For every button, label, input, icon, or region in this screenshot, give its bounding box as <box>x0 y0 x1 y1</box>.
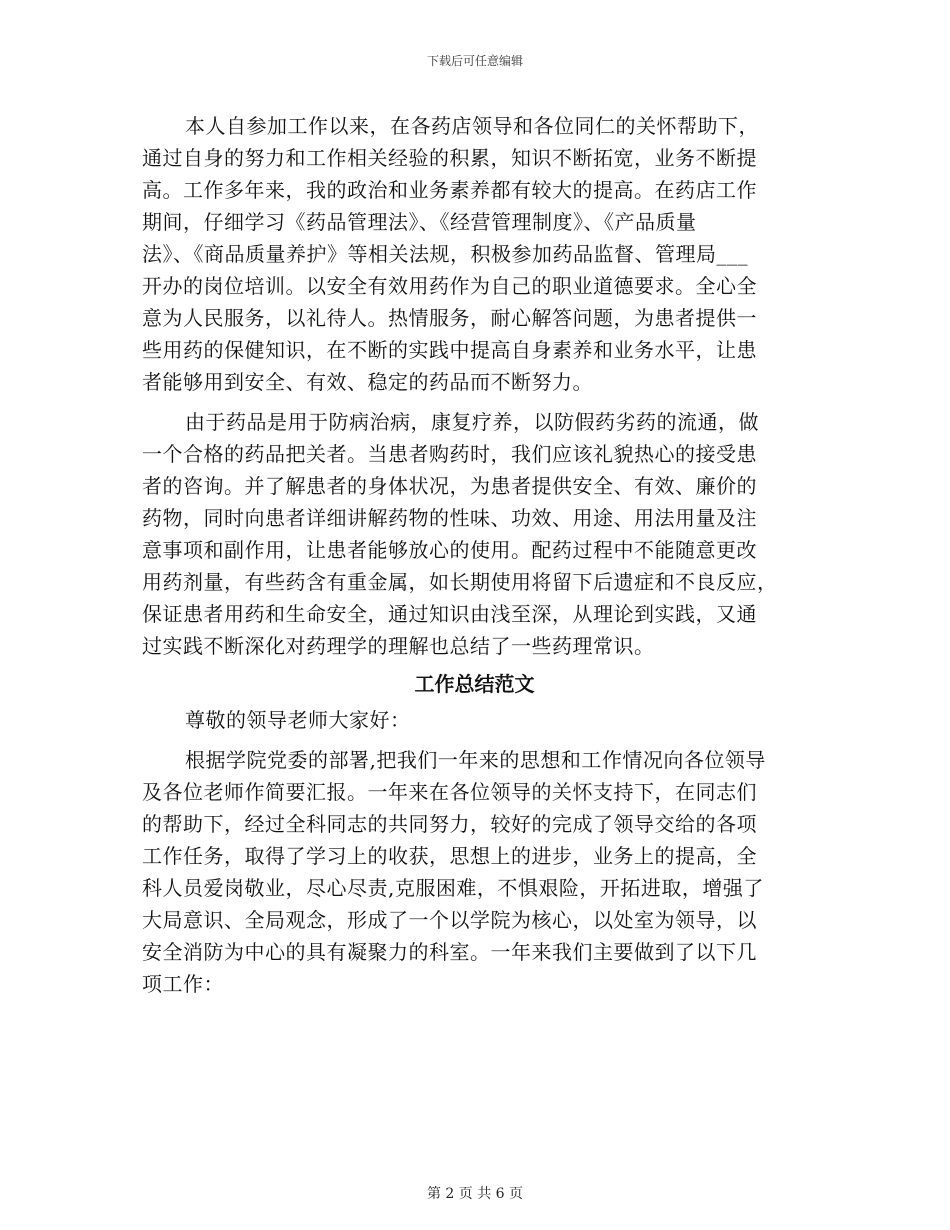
text-line: 开办的岗位培训。以安全有效用药作为自己的职业道德要求。全心全 <box>142 274 757 298</box>
text-line: 一个合格的药品把关者。当患者购药时，我们应该礼貌热心的接受患 <box>142 442 757 466</box>
text-line: 过实践不断深化对药理学的理解也总结了一些药理常识。 <box>142 634 655 658</box>
paragraph-2 <box>142 406 807 662</box>
text-line: 根据学院党委的部署,把我们一年来的思想和工作情况向各位领导 <box>185 748 766 772</box>
paragraph-1 <box>142 110 807 398</box>
text-line: 保证患者用药和生命安全，通过知识由浅至深，从理论到实践，又通 <box>142 602 757 626</box>
text-line: 者能够用到安全、有效、稳定的药品而不断努力。 <box>142 370 593 394</box>
text-line: 些用药的保健知识，在不断的实践中提高自身素养和业务水平，让患 <box>142 338 757 362</box>
page-header: 下载后可任意编辑 <box>426 54 523 68</box>
text-line: 由于药品是用于防病治病，康复疗养，以防假药劣药的流通，做 <box>185 410 759 434</box>
text-line: 法》、《商品质量养护》等相关法规，积极参加药品监督、管理局___ <box>142 242 748 266</box>
text-line: 高。工作多年来，我的政治和业务素养都有较大的提高。在药店工作 <box>142 178 757 202</box>
text-line: 药物，同时向患者详细讲解药物的性味、功效、用途、用法用量及注 <box>142 506 757 530</box>
page-footer: 第 2 页 共 6 页 <box>426 1186 524 1202</box>
text-line: 工作任务，取得了学习上的收获，思想上的进步，业务上的提高，全 <box>142 844 757 868</box>
text-line: 安全消防为中心的具有凝聚力的科室。一年来我们主要做到了以下几 <box>142 940 757 964</box>
text-line: 用药剂量，有些药含有重金属，如长期使用将留下后遗症和不良反应， <box>142 570 778 594</box>
text-line: 及各位老师作简要汇报。一年来在各位领导的关怀支持下，在同志们 <box>142 780 757 804</box>
text-line: 的帮助下，经过全科同志的共同努力，较好的完成了领导交给的各项 <box>142 812 757 836</box>
text-line: 者的咨询。并了解患者的身体状况，为患者提供安全、有效、廉价的 <box>142 474 757 498</box>
text-line: 通过自身的努力和工作相关经验的积累，知识不断拓宽，业务不断提 <box>142 146 757 170</box>
text-line: 科人员爱岗敬业，尽心尽责,克服困难，不惧艰险，开拓进取，增强了 <box>142 876 764 900</box>
document-body <box>142 110 807 1000</box>
text-line: 项工作： <box>142 972 224 996</box>
text-line: 意事项和副作用，让患者能够放心的使用。配药过程中不能随意更改 <box>142 538 757 562</box>
text-line: 期间，仔细学习《药品管理法》、《经营管理制度》、《产品质量 <box>142 210 697 234</box>
greeting: 尊敬的领导老师大家好： <box>185 708 411 732</box>
text-line: 大局意识、全局观念，形成了一个以学院为核心，以处室为领导，以 <box>142 908 757 932</box>
paragraph-3 <box>142 744 807 1000</box>
text-line: 意为人民服务，以礼待人。热情服务，耐心解答问题，为患者提供一 <box>142 306 757 330</box>
section-title: 工作总结范文 <box>414 672 535 696</box>
text-line: 本人自参加工作以来，在各药店领导和各位同仁的关怀帮助下， <box>185 114 759 138</box>
